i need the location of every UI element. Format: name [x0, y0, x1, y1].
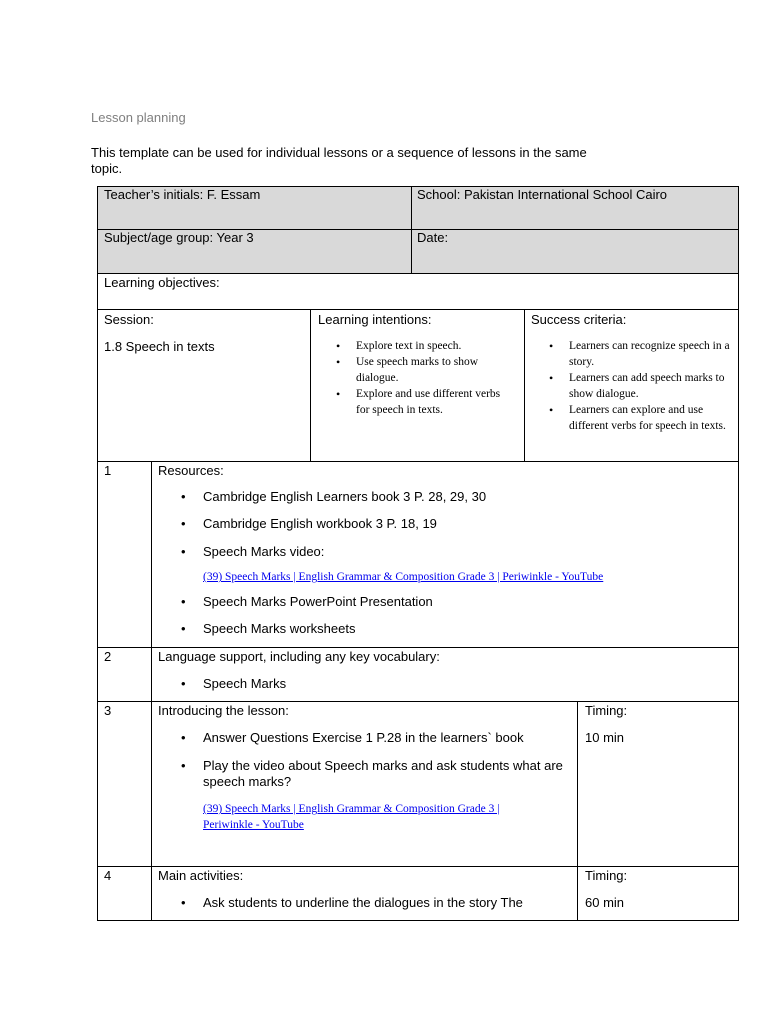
timing-label: Timing: — [585, 868, 628, 883]
timing-value: 60 min — [585, 895, 625, 910]
session-value: 1.8 Speech in texts — [104, 339, 215, 354]
resources-list — [158, 594, 733, 610]
session-label: Session: — [104, 312, 154, 327]
video-link[interactable]: Periwinkle - YouTube — [203, 819, 304, 831]
video-link[interactable]: (39) Speech Marks | English Grammar & Composition Grade 3 | Periwinkle - YouTube — [203, 571, 604, 583]
row-number: 4 — [104, 868, 112, 883]
divider — [411, 186, 412, 274]
intro-text: This template can be used for individual lessons or a sequence of lessons in the same topic. — [91, 145, 587, 176]
video-link[interactable]: (39) Speech Marks | English Grammar & Composition Grade 3 | — [203, 803, 500, 815]
resources-list — [158, 544, 733, 560]
timing-label: Timing: — [585, 703, 628, 718]
list-item: • Answer Questions Exercise 1 P.28 in the learners` book — [158, 730, 568, 746]
list-item: • Use speech marks to show dialogue. — [330, 354, 510, 386]
resources-label: Resources: — [158, 463, 224, 478]
header-border — [97, 186, 739, 310]
list-item: • Play the video about Speech marks and ask students what are speech marks? — [158, 758, 570, 790]
resources-list — [158, 489, 733, 505]
list-item: • Learners can explore and use different verbs for speech in texts. — [543, 402, 735, 434]
resources-list — [158, 516, 733, 532]
resources-list — [158, 621, 733, 637]
divider — [97, 866, 739, 867]
list-item: • Learners can add speech marks to show dialogue. — [543, 370, 735, 402]
list-item: • Speech Marks worksheets — [158, 621, 733, 637]
learning-intentions-label: Learning intentions: — [318, 312, 432, 327]
divider — [97, 647, 739, 648]
intro-activities-list — [158, 758, 570, 790]
divider — [97, 273, 739, 274]
language-support-label: Language support, including any key vocabulary: — [158, 649, 440, 664]
list-item: • Explore text in speech. — [330, 338, 510, 354]
date-label: Date: — [417, 230, 449, 245]
success-criteria-list — [543, 338, 735, 434]
list-item: • Speech Marks PowerPoint Presentation — [158, 594, 733, 610]
learning-intentions-list — [330, 338, 510, 418]
main-activities-list — [158, 895, 570, 911]
intro-activities-list — [158, 730, 568, 746]
list-item: • Speech Marks video: — [158, 544, 733, 560]
vocabulary-list — [158, 676, 733, 692]
list-item: • Ask students to underline the dialogues in the story The — [158, 895, 570, 911]
timing-value: 10 min — [585, 730, 625, 745]
list-item: • Speech Marks — [158, 676, 733, 692]
teacher-initials: Teacher’s initials: F. Essam — [104, 187, 261, 202]
divider — [577, 701, 578, 921]
divider — [151, 461, 152, 921]
introducing-label: Introducing the lesson: — [158, 703, 289, 718]
list-item: • Cambridge English workbook 3 P. 18, 19 — [158, 516, 733, 532]
learning-objectives-label: Learning objectives: — [104, 275, 220, 290]
row-number: 3 — [104, 703, 112, 718]
list-item: • Learners can recognize speech in a story. — [543, 338, 735, 370]
row-number: 1 — [104, 463, 112, 478]
lesson-heading: Lesson planning — [91, 110, 186, 125]
list-item: • Cambridge English Learners book 3 P. 28, 29, 30 — [158, 489, 733, 505]
divider — [97, 701, 739, 702]
row-number: 2 — [104, 649, 112, 664]
success-criteria-label: Success criteria: — [531, 312, 627, 327]
school-name: School: Pakistan International School Cairo — [417, 187, 668, 202]
list-item: • Explore and use different verbs for speech in texts. — [330, 386, 510, 418]
divider — [524, 309, 525, 462]
main-activities-label: Main activities: — [158, 868, 244, 883]
subject-age-group: Subject/age group: Year 3 — [104, 230, 254, 245]
divider — [310, 309, 311, 462]
